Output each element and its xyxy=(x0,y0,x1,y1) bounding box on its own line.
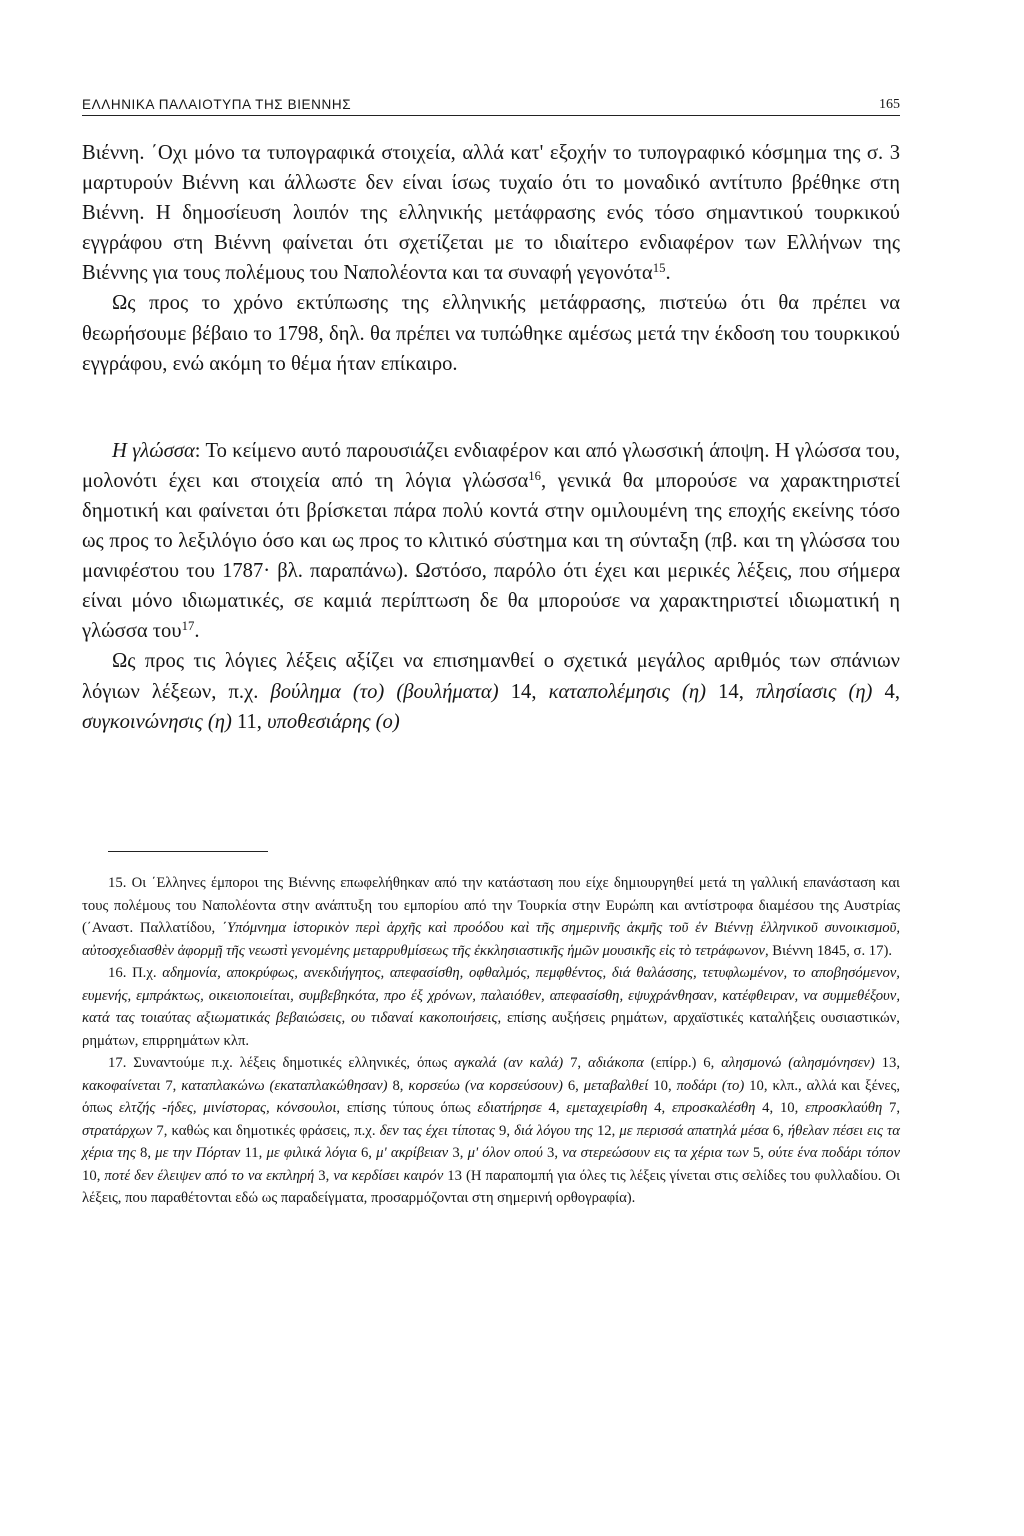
paragraph-2: Ως προς το χρόνο εκτύπωσης της ελληνικής μετάφρασης, πιστεύω ότι θα πρέπει να θεωρήσουμε βέβαιο το 1798, δηλ. θα πρέπει να τυπώθηκε αμέσως μετά την έκδοση του τουρκικού εγγράφου, ενώ ακόμη το θέμα ήταν επίκαιρο. xyxy=(82,292,900,375)
paragraph-1: Βιέννη. ΄Οχι μόνο τα τυπογραφικά στοιχεία, αλλά κατ' εξοχήν το τυπογραφικό κόσμημα της σ. 3 μαρτυρούν Βιέννη και άλλωστε δεν είναι ίσως τυχαίο ότι το μοναδικό αντίτυπο βρέθηκε στη Βιέννη. Η δημοσίευση λοιπόν της ελληνικής μετάφρασης ενός τόσο σημαντικού τουρκικού εγγράφου στη Βιέννη φαίνεται ότι σχετίζεται με το ιδιαίτερο ενδιαφέρον των Ελλήνων της Βιέννης για τους πολέμους του Ναπολέοντα και τα συναφή γεγονότα$^{15}$. xyxy=(82,142,900,285)
section-lead: Η γλώσσα xyxy=(112,439,195,462)
footnote-17: 17. Συναντούμε π.χ. λέξεις δημοτικές ελληνικές, όπως αγκαλά (αν καλά) 7, αδιάκοπα (επίρρ.) 6, αλησμονώ (αλησμόνησεν) 13, κακοφαίνεται 7, καταπλακώνω (εκαταπλακώθησαν) 8, κορσεύω (να κορσεύσουν) 6, μεταβαλθεί 10, ποδάρι (το) 10, κλπ., αλλά και ξένες, όπως ελτζής -ήδες, μινίστορας, κόνσουλοι, επίσης τύπους όπως εδιατήρησε 4, εμεταχειρίσθη 4, επροσκαλέσθη 4, 10, επροσκλαύθη 7, στρατάρχων 7, καθώς και δημοτικές φράσεις, π.χ. δεν τας έχει τίποτας 9, διά λόγου της 12, με περισσά απατηλά μέσα 6, ήθελαν πέσει εις τα χέρια της 8, με την Πόρταν 11, με φιλικά λόγια 6, μ' ακρίβειαν 3, μ' όλον οπού 3, να στερεώσουν εις τα χέρια των 5, ούτε ένα ποδάρι τόπον 10, ποτέ δεν έλειψεν από το να εκπληρή 3, να κερδίσει καιρόν 13 (Η παραπομπή για όλες τις λέξεις γίνεται στις σελίδες του φυλλαδίου. Οι λέξεις, που παραθέτονται εδώ ως παραδείγματα, προσαρμόζονται στη σημερινή ορθογραφία). xyxy=(82,1055,901,1206)
paragraph-3: Η γλώσσα: Το κείμενο αυτό παρουσιάζει ενδιαφέρον και από γλωσσική άποψη. Η γλώσσα του, μολονότι έχει και στοιχεία από τη λόγια γλώσσα$^{16}$, γενικά θα μπορούσε να χαρακτηριστεί δημοτική και φαίνεται ότι βρίσκεται πάρα πολύ κοντά στην ομιλουμένη της εποχής εκείνης τόσο ως προς το λεξιλόγιο όσο και ως προς το κλιτικό σύστημα και τη σύνταξη (πβ. και τη γλώσσα του μανιφέστου του 1787· βλ. παραπάνω). Ωστόσο, παρόλο ότι έχει και μερικές λέξεις, που σήμερα είναι μόνο ιδιωματικές, σε καμιά περίπτωση δε θα μπορούσε να χαρακτηριστεί ιδιωματική η γλώσσα του$^{17}$. xyxy=(82,439,901,643)
footnote-ref-15: 15 xyxy=(652,261,666,276)
page-number: 165 xyxy=(879,97,900,112)
body-text xyxy=(82,138,900,737)
footnote-divider xyxy=(108,851,268,852)
footnotes xyxy=(82,872,900,1210)
running-title: ΕΛΛΗΝΙΚΑ ΠΑΛΑΙΟΤΥΠΑ ΤΗΣ ΒΙΕΝΝΗΣ xyxy=(82,97,352,112)
footnote-ref-17: 17 xyxy=(181,619,195,634)
footnote-16: 16. Π.χ. αδημονία, αποκρύφως, ανεκδιήγητος, απεφασίσθη, οφθαλμός, πεμφθέντος, διά θαλάσσης, τετυφλωμένον, το αποβησόμενον, ευμενής, εμπράκτως, οικειοποιείται, συμβεβηκότα, προ έξ χρόνων, παλαιόθεν, απεφασίσθη, εψυχράνθησαν, κατέφθειραν, να συμμεθέξουν, κατά τας τοιαύτας αξιωματικάς βεβαιώσεις, ου τιδαναί κακοποιήσεις, επίσης αυξήσεις ρημάτων, αρχαϊστικές καταλήξεις ουσιαστικών, ρημάτων, επιρρημάτων κλπ. xyxy=(82,965,900,1049)
footnote-ref-16: 16 xyxy=(528,468,542,483)
running-header xyxy=(82,97,900,116)
footnote-15: 15. Οι ΄Ελληνες έμποροι της Βιέννης επωφελήθηκαν από την κατάσταση που είχε δημιουργηθεί μετά τη γαλλική επανάσταση και τους πολέμους του Ναπολέοντα στην ανάπτυξη του εμπορίου από την Τουρκία στην Ευρώπη και αντίστροφα διαμέσου της Αυστρίας (΄Αναστ. Παλλατίδου, ΄Υπόμνημα ἱστορικὸν περὶ ἀρχῆς καὶ προόδου καὶ τῆς σημερινῆς ἀκμῆς τοῦ ἐν Βιέννῃ ἑλληνικοῦ συνοικισμοῦ, αὐτοσχεδιασθὲν ἀφορμῇ τῆς νεωστὶ γενομένης μεταρρυθμίσεως τῆς ἐκκλησιαστικῆς ἡμῶν μουσικῆς εἰς τὸ τετράφωνον, Βιέννη 1845, σ. 17). xyxy=(82,875,900,959)
paragraph-4: Ως προς τις λόγιες λέξεις αξίζει να επισημανθεί ο σχετικά μεγάλος αριθμός των σπάνιων λόγιων λέξεων, π.χ. βούλημα (το) (βουλήματα) 14, καταπολέμησις (η) 14, πλησίασις (η) 4, συγκοινώνησις (η) 11, υποθεσιάρης (ο) xyxy=(82,650,900,733)
